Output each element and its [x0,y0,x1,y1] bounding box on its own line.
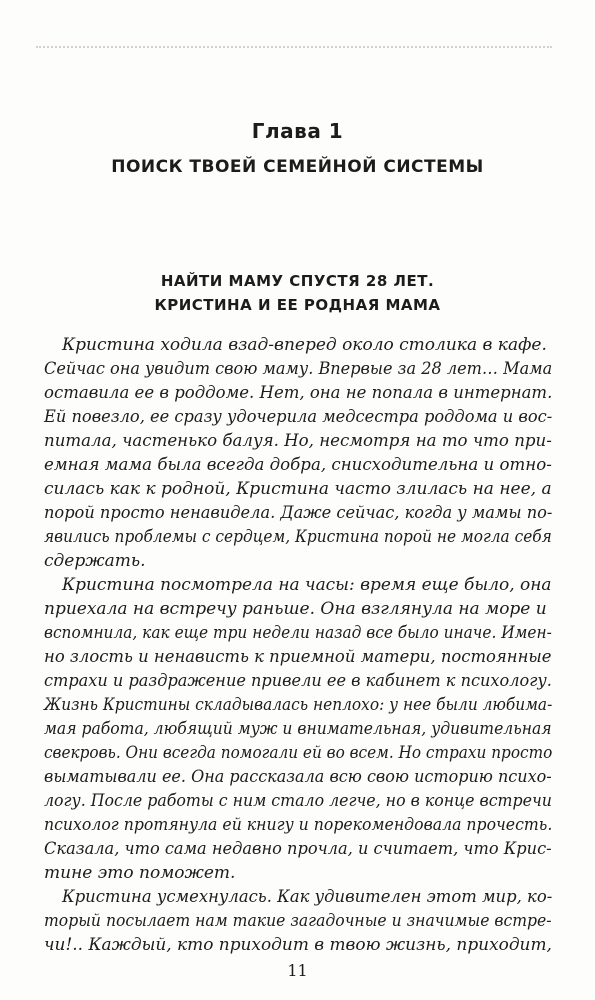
body-line: Сейчас она увидит свою маму. Впервые за 28 лет… Мама [44,359,553,379]
body-line: сдержать. [44,551,146,571]
body-line: но злость и ненависть к приемной матери, постоянные [44,647,552,667]
body-line: торый посылает нам такие загадочные и значимые встре- [44,911,552,931]
body-line: емная мама была всегда добра, снисходительна и отно- [44,455,552,475]
body-line: психолог протянула ей книгу и порекомендовала прочесть. [44,815,553,835]
body-line: приехала на встречу раньше. Она взглянула на море и [44,599,547,619]
page-number: 11 [287,961,308,980]
body-line: вспомнила, как еще три недели назад все было иначе. Имен- [44,623,552,643]
body-line: свекровь. Они всегда помогали ей во всем. Но страхи просто [44,743,553,763]
body-line: явились проблемы с сердцем, Кристина порой не могла себя [44,527,552,547]
chapter-label: Глава 1 [251,119,344,143]
body-line: страхи и раздражение привели ее в кабинет к психологу. [44,671,552,691]
body-line: мая работа, любящий муж и внимательная, удивительная [44,719,552,739]
body-line: тине это поможет. [44,863,236,883]
body-line: Кристина посмотрела на часы: время еще было, она [62,575,552,595]
header-divider [36,46,552,48]
body-line: Кристина усмехнулась. Как удивителен этот мир, ко- [62,887,553,907]
body-line: силась как к родной, Кристина часто злилась на нее, а [44,479,552,499]
body-line: Сказала, что сама недавно прочла, и считает, что Крис- [44,839,552,859]
body-line: выматывали ее. Она рассказала всю свою историю психо- [44,767,552,787]
body-line: порой просто ненавидела. Даже сейчас, когда у мамы по- [44,503,553,523]
section-title-line-2: КРИСТИНА И ЕЕ РОДНАЯ МАМА [154,296,441,314]
body-line: Кристина ходила взад-вперед около столика в кафе. [62,335,547,355]
body-line: чи!.. Каждый, кто приходит в твою жизнь, приходит, [44,935,552,955]
body-line: логу. После работы с ним стало легче, но в конце встречи [44,791,552,811]
body-line: Ей повезло, ее сразу удочерила медсестра роддома и вос- [44,407,553,427]
section-title-line-1: НАЙТИ МАМУ СПУСТЯ 28 ЛЕТ. [160,272,435,290]
chapter-title: ПОИСК ТВОЕЙ СЕМЕЙНОЙ СИСТЕМЫ [111,157,484,177]
body-line: Жизнь Кристины складывалась неплохо: у нее были любима- [44,695,553,715]
body-line: питала, частенько балуя. Но, несмотря на то что при- [44,431,552,451]
body-line: оставила ее в роддоме. Нет, она не попала в интернат. [44,383,553,403]
